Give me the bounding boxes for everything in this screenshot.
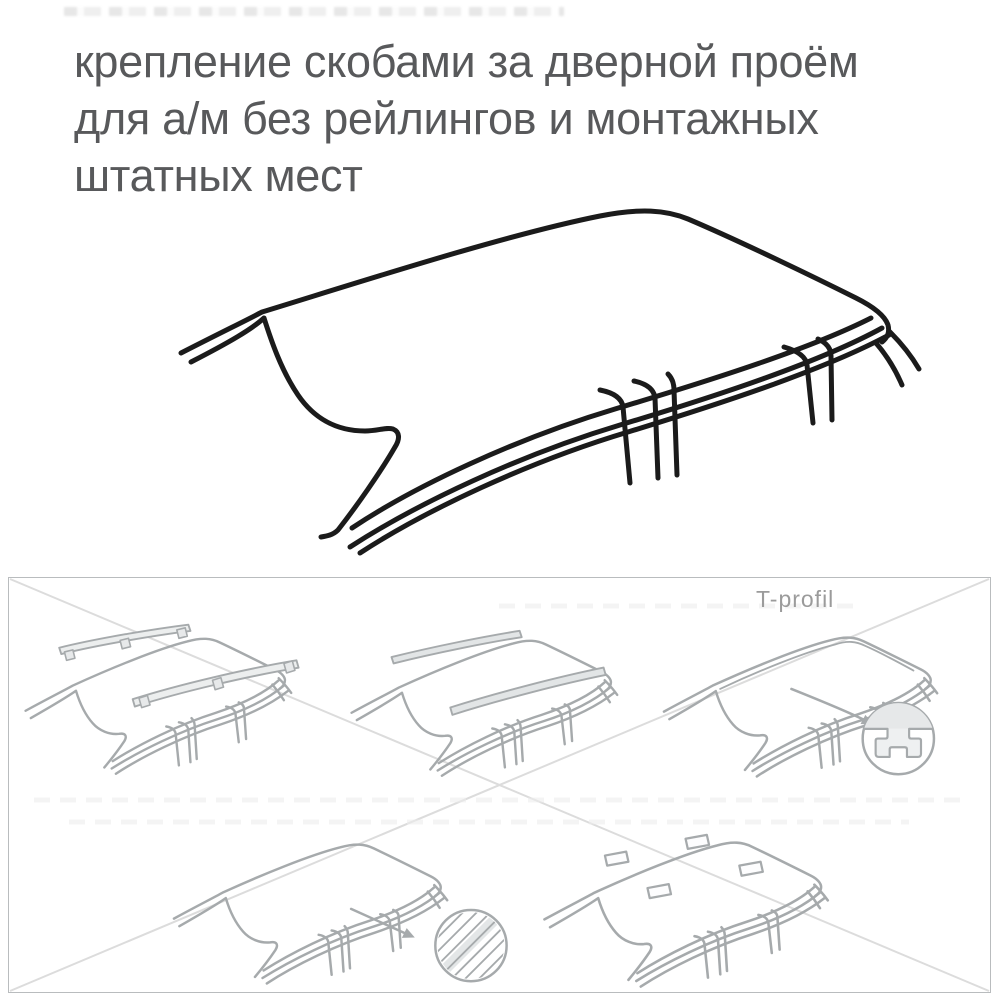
car-fixpoint-rects (544, 835, 827, 987)
car-flush-railings (352, 631, 618, 776)
heading-line-1: крепление скобами за дверной проём (74, 36, 859, 87)
faint-watermark-text (64, 7, 564, 16)
main-car-roof-diagram (0, 185, 1000, 585)
heading-line-2: для а/м без рейлингов и монтажных (74, 93, 819, 144)
hatched-circle-detail (435, 910, 506, 981)
car-fixpoint-hatched (174, 845, 507, 984)
heading (74, 33, 954, 204)
car-raised-railings (26, 625, 299, 774)
c-pillar-lines (784, 339, 832, 423)
t-profile-arrow-icon (791, 689, 873, 725)
door-frame-gutter-lines (350, 318, 889, 553)
t-profile-circle-detail (863, 703, 934, 774)
heading-line-3: штатных мест (74, 150, 363, 201)
t-profil-label: T-profil (756, 586, 835, 612)
roof-mount-types-diagram (9, 578, 990, 992)
roof-mount-types-panel (8, 577, 991, 993)
